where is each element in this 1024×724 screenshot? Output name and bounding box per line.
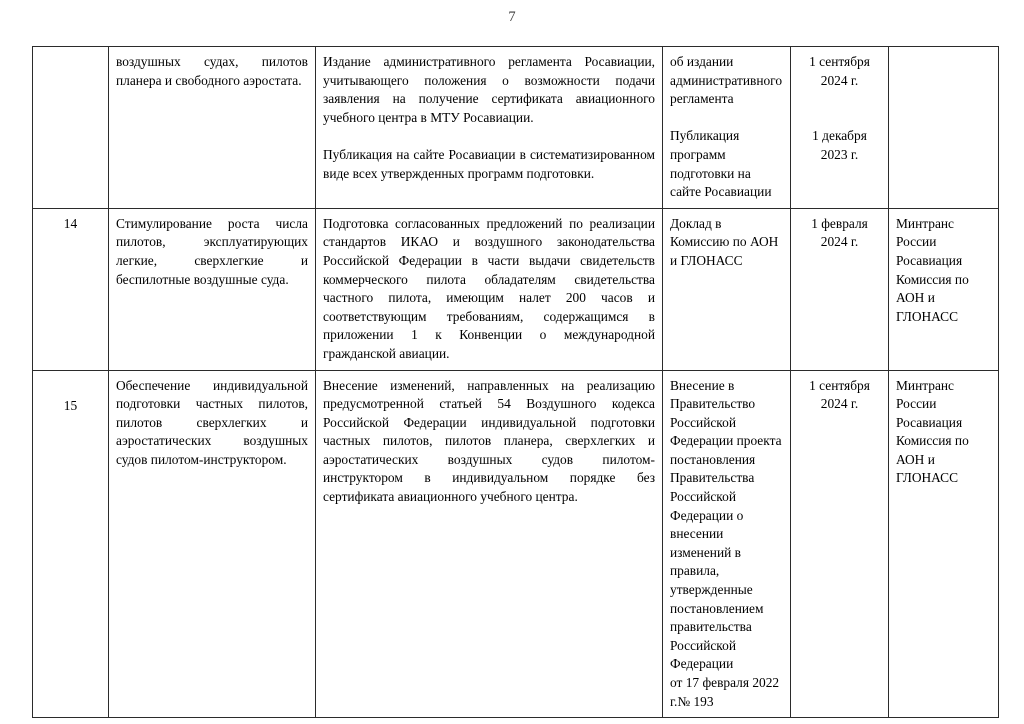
cell-deadline-text-1: 1 сентября 2024 г.: [809, 377, 870, 412]
cell-measure: [316, 47, 663, 209]
cell-name: [109, 208, 316, 370]
cell-measure: [316, 208, 663, 370]
table-row: [33, 370, 999, 718]
cell-document-text-2: от 17 февраля 2022 г.№ 193: [670, 675, 780, 709]
cell-measure-text-1: Подготовка согласованных предложений по реализации стандартов ИКАО и воздушного законодательства Российской Федерации в части выдачи свидетельств коммерческого пилота обладателям свидетельства частного пилота, имеющим налет 200 часов и соответствующим требованиям, содержащимся в приложении 1 к Конвенции о международной гражданской авиации.: [323, 215, 655, 361]
cell-name-text: Стимулирование роста числа пилотов, эксплуатирующих легкие, сверхлегкие и беспилотные воздушные суда.: [116, 215, 308, 287]
cell-measure-text-2: Публикация на сайте Росавиации в систематизированном виде всех утвержденных программ подготовки.: [323, 146, 655, 181]
cell-responsible-text: Минтранс России Росавиация Комиссия по АОН и ГЛОНАСС: [896, 377, 969, 486]
cell-deadline: [791, 370, 889, 718]
table-row: [33, 47, 999, 209]
cell-document-text-1: Внесение в Правительство Российской Федерации проекта постановления Правительства Российской Федерации о внесении изменений в правила, утвержденные постановлением правительства Российской Федерации: [670, 377, 782, 672]
cell-document-text-2: Публикация программ подготовки на сайте Росавиации: [670, 128, 772, 200]
plan-measures-table: [32, 46, 999, 718]
cell-document-text-1: Доклад в Комиссию по АОН и ГЛОНАСС: [670, 215, 779, 268]
cell-responsible: [889, 208, 999, 370]
cell-document: [663, 47, 791, 209]
cell-deadline-text-1: 1 сентября 2024 г.: [809, 54, 870, 88]
cell-number: 15: [33, 370, 109, 718]
cell-name-text: воздушных судах, пилотов планера и свободного аэростата.: [116, 54, 308, 88]
cell-name-text: Обеспечение индивидуальной подготовки частных пилотов, пилотов сверхлегких и аэростатических воздушных судов пилотом-инструктором.: [116, 377, 308, 467]
cell-deadline: [791, 47, 889, 209]
cell-deadline-text-1: 1 февраля 2024 г.: [811, 215, 868, 250]
cell-number: 14: [33, 208, 109, 370]
cell-measure: [316, 370, 663, 718]
cell-responsible: [889, 47, 999, 209]
cell-deadline-text-2: 1 декабря 2023 г.: [812, 128, 867, 162]
table-row: [33, 208, 999, 370]
cell-measure-text-1: Внесение изменений, направленных на реализацию предусмотренной статьей 54 Воздушного кодекса Российской Федерации индивидуальной подготовки частных пилотов, пилотов планера, сверхлегких и аэростатических воздушных судов пилотом-инструктором в индивидуальном порядке без сертификата авиационного учебного центра.: [323, 377, 655, 505]
cell-document: [663, 370, 791, 718]
cell-deadline: [791, 208, 889, 370]
page-number: 7: [508, 9, 516, 25]
cell-name: [109, 47, 316, 209]
cell-name: [109, 370, 316, 718]
cell-document: [663, 208, 791, 370]
cell-document-text-1: об издании административного регламента: [670, 54, 783, 107]
cell-number: [33, 47, 109, 209]
cell-measure-text-1: Издание административного регламента Росавиации, учитывающего положения о возможности подачи заявления на получение сертификата авиационного учебного центра в МТУ Росавиации.: [323, 54, 655, 125]
cell-responsible-text: Минтранс России Росавиация Комиссия по АОН и ГЛОНАСС: [896, 215, 969, 324]
cell-responsible: [889, 370, 999, 718]
